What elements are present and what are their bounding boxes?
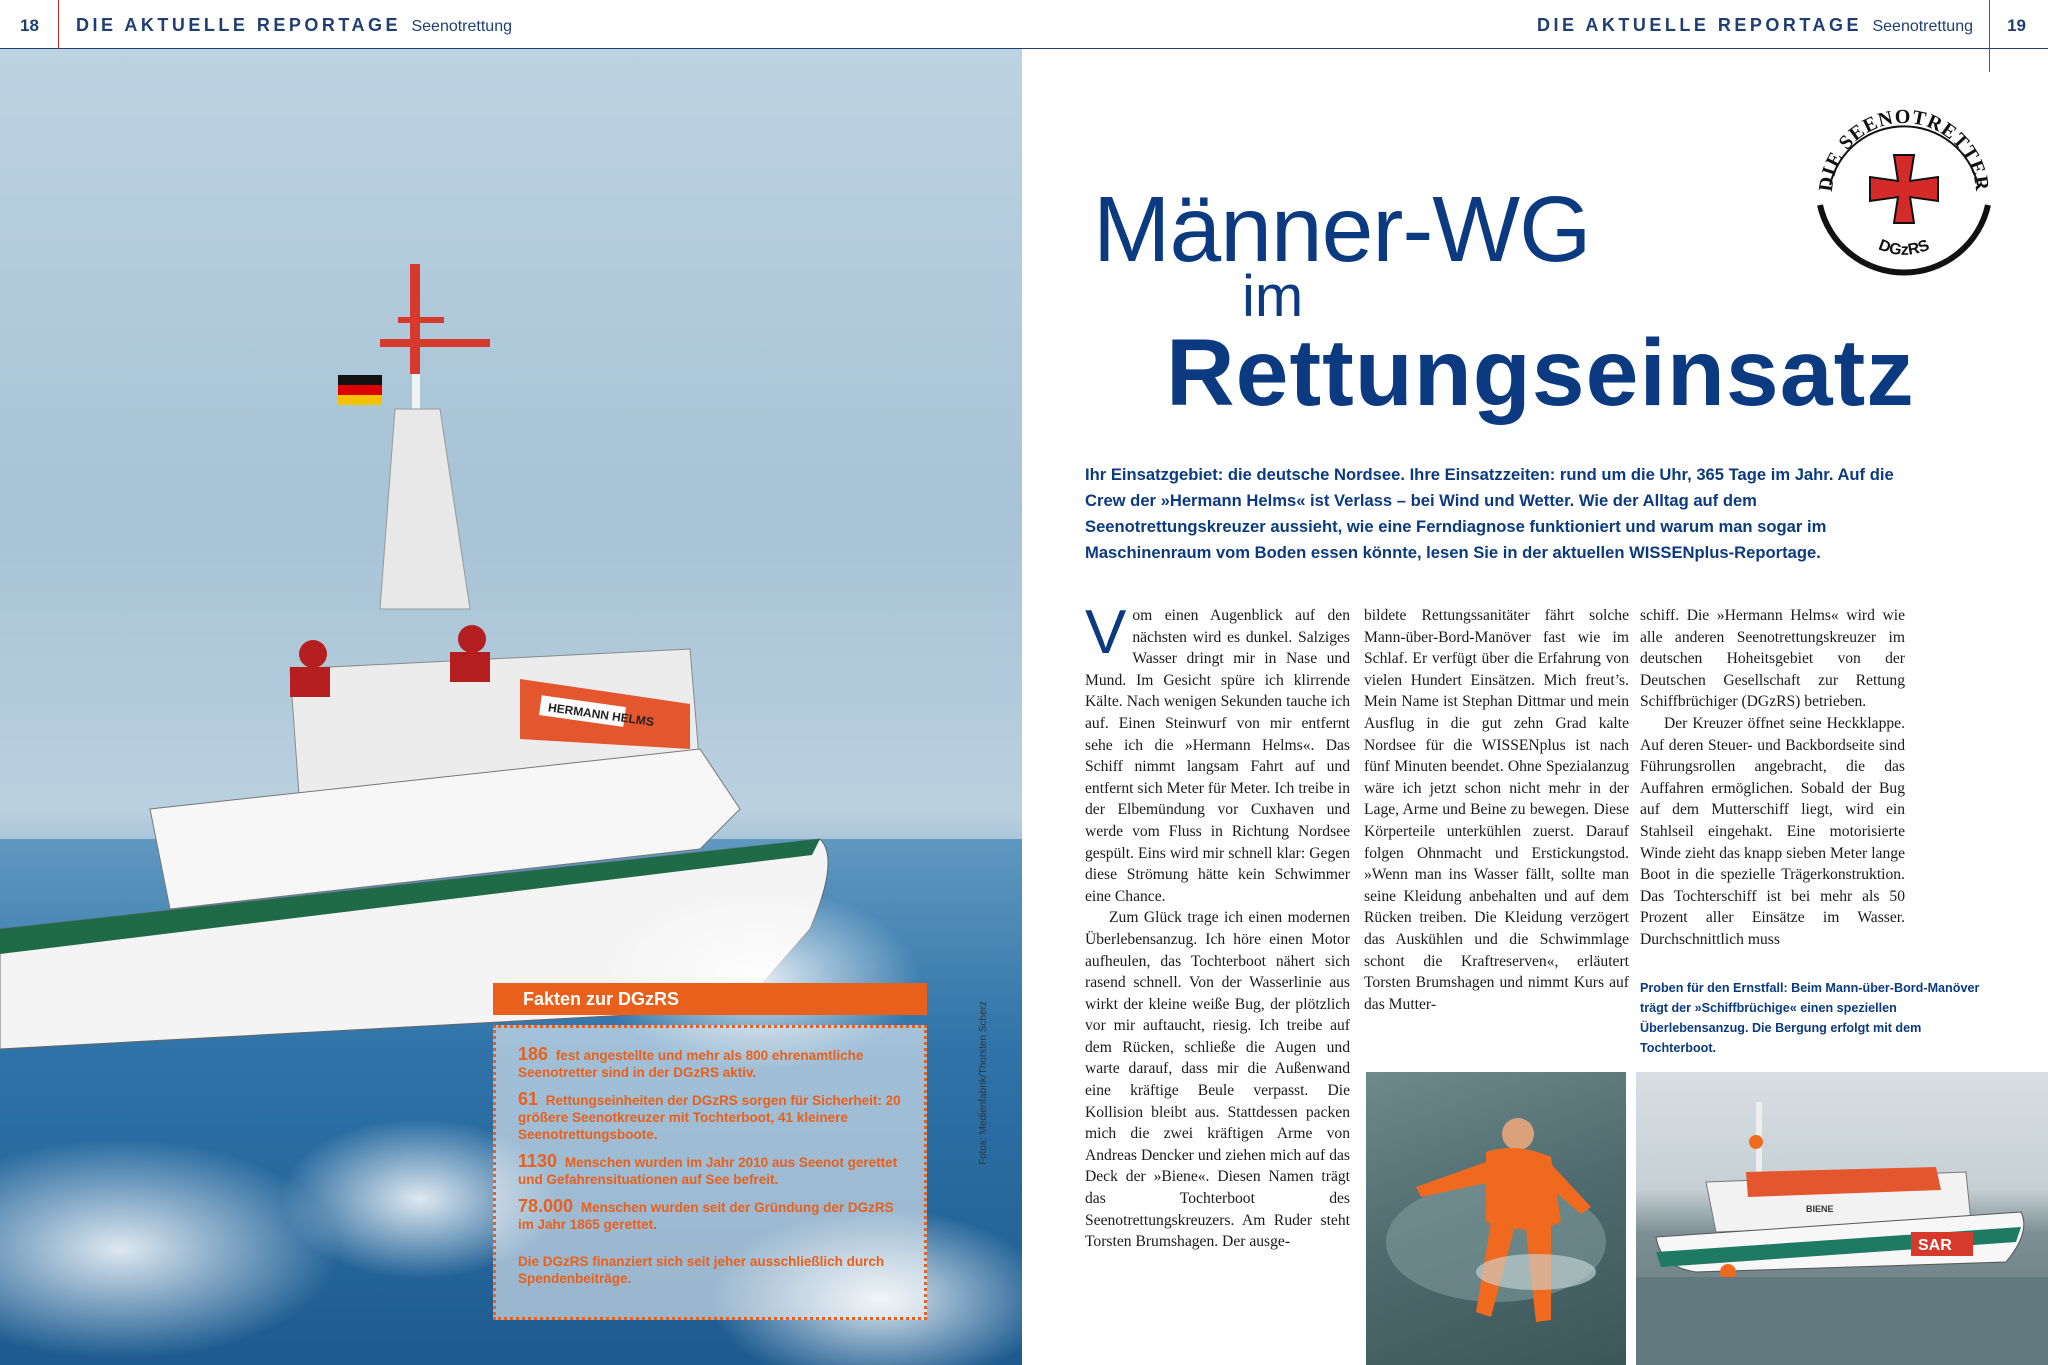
section-topic-right: Seenotrettung (1872, 18, 1973, 35)
logo-bottom-text: DGzRS (1876, 236, 1932, 260)
article-paragraph: schiff. Die »Hermann Helms« wird wie alle anderen Seenotrettungskreuzer im deutschen Hoheitsgebiet von der Deutschen Gesellschaft zur Rettung Schiffbrüchiger (DGzRS) betrieben. (1640, 607, 1905, 711)
fact-number: 1130 (518, 1151, 558, 1171)
running-header (0, 0, 2048, 49)
article-paragraph: om einen Augenblick auf den nächsten wird es dunkel. Salziges Wasser dringt mir in Nase und Mund. Im Gesicht spüre ich klirrende Kälte. Nach wenigen Sekunden tauche ich auf. Einen Steinwurf von mir entfernt sehe ich die »Hermann Helms«. Das Schiff nimmt langsam Fahrt auf und entfernt sich Meter für Meter. Ich treibe in der Elbemündung vor Cuxhaven und werde vom Fluss in Richtung Nordsee gespült. Eins wird mir schnell klar: Gegen diese Strömung hätte kein Schwimmer eine Chance. (1085, 607, 1350, 905)
article-paragraph: bildete Rettungssanitäter fährt solche Mann-über-Bord-Manöver fast wie im Schlaf. Er verfügt über die Erfahrung von vielen Hundert Einsätzen. Mich freut’s. Mein Name ist Stephan Dittmar und mein Ausflug in die gut zehn Grad kalte Nordsee für die WISSENplus ist nach fünf Minuten beendet. Ohne Spezialanzug wäre ich jetzt schon nicht mehr in der Lage, Arme und Beine zu bewegen. Diese Körperteile unterkühlen zuerst. Darauf folgen Ohnmacht und Erstickungstod. »Wenn man ins Wasser fällt, sollte man seine Kleidung anbehalten und auf dem Rücken treiben. Die Kleidung verzögert das Auskühlen und die Schwimmlage schont die Kraftreserven«, erläutert Torsten Brumshagen und nimmt Kurs auf das Mutter- (1364, 607, 1629, 1013)
boat-name-label: BIENE (1806, 1204, 1834, 1214)
header-divider-right (1989, 0, 1990, 72)
ship-name-label: HERMANN HELMS (547, 700, 655, 730)
daughter-boat-photo (1636, 1072, 2048, 1365)
boat-illustration (1636, 1072, 2048, 1365)
fact-text: Rettungseinheiten der DGzRS sorgen für Sicherheit: 20 größere Seenotkreuzer mit Tochterboot, 41 kleinere Seenotrettungsboote. (518, 1093, 901, 1142)
article-column-3 (1640, 605, 1905, 951)
facts-heading: Fakten zur DGzRS (493, 983, 927, 1015)
fact-item (518, 1091, 906, 1143)
article-column-2 (1364, 605, 1629, 1015)
hull-sar-label: SAR (1918, 1237, 1952, 1254)
swimmer-photo (1366, 1072, 1626, 1365)
article-column-1 (1085, 598, 1350, 1253)
fact-text: Menschen wurden im Jahr 2010 aus Seenot gerettet und Gefahrensituationen auf See befreit. (518, 1155, 898, 1187)
lead-paragraph: Ihr Einsatzgebiet: die deutsche Nordsee. Ihre Einsatzzeiten: rund um die Uhr, 365 Tage im Jahr. Auf die Crew der »Hermann Helms« ist Verlass – bei Wind und Wetter. Wie der Alltag auf dem Seenotrettungskreuzer aussieht, wie eine Ferndiagnose funktioniert und warum man sogar im Maschinenraum vom Boden essen könnte, lesen Sie in der aktuellen WISSENplus-Reportage. (1085, 465, 1894, 562)
fact-text: Menschen wurden seit der Gründung der DGzRS im Jahr 1865 gerettet. (518, 1200, 894, 1232)
logo-top-text: DIE SEENOTRETTER (1814, 105, 1994, 193)
section-kicker-left: DIE AKTUELLE REPORTAGE (76, 15, 402, 35)
photo-caption: Proben für den Ernstfall: Beim Mann-über-Bord-Manöver trägt der »Schiffbrüchige« einen speziellen Überlebensanzug. Die Bergung erfolgt mit dem Tochterboot. (1640, 981, 1980, 1055)
fact-text: fest angestellte und mehr als 800 ehrenamtliche Seenotretter sind in der DGzRS aktiv. (518, 1048, 864, 1080)
article-paragraph: Zum Glück trage ich einen modernen Überlebensanzug. Ich höre einen Motor aufheulen, das Tochterboot nähert sich rasend schnell. Von der Wasserlinie aus wirkt der kleine weiße Bug, der plötzlich vor mir auftaucht, riesig. Ich treibe auf dem Rücken, schließe die Augen und warte darauf, dass mir die Außenwand eine kräftige Beule verpasst. Die Kollision bleibt aus. Stattdessen packen mich die zwei kräftigen Arme von Andreas Dencker und ziehen mich auf das Deck der »Biene«. Diesen Namen trägt das Tochterboot des Seenotrettungskreuzers. Am Ruder steht Torsten Brumshagen. Der ausge- (1085, 909, 1350, 1251)
facts-box (493, 1025, 927, 1320)
drop-cap: V (1085, 598, 1127, 667)
article-paragraph: Der Kreuzer öffnet seine Heckklappe. Auf deren Steuer- und Backbordseite sind Führungsrollen angebracht, die das Auffahren ermöglichen. Sobald der Bug auf dem Mutterschiff liegt, wird ein Stahlseil eingehakt. Eine motorisierte Winde zieht das knapp sieben Meter lange Boot in die spezielle Trägerkonstruktion. Das Tochterschiff ist bei mehr als 50 Prozent aller Einsätze im Wasser. Durchschnittlich muss (1640, 714, 1905, 948)
title-line-1: Männer-WG (1093, 177, 1591, 281)
page-number-left: 18 (20, 16, 39, 35)
running-title-left (76, 15, 512, 36)
photo-credit: Fotos: Medienfabrik/Thorsten Scherz (978, 1001, 989, 1165)
fact-item (518, 1198, 906, 1233)
fact-number: 186 (518, 1044, 549, 1064)
dgzrs-logo (1810, 101, 1998, 289)
section-topic-left: Seenotrettung (411, 18, 512, 35)
title-line-3: Rettungseinsatz (1166, 320, 1915, 426)
page-number-right: 19 (2007, 16, 2026, 35)
running-title-right (1537, 15, 1973, 36)
facts-note: Die DGzRS finanziert sich seit jeher ausschließlich durch Spendenbeiträge. (518, 1254, 885, 1286)
section-kicker-right: DIE AKTUELLE REPORTAGE (1537, 15, 1863, 35)
swimmer-illustration (1366, 1072, 1626, 1365)
fact-item (518, 1046, 906, 1081)
title-line-2: im (1242, 264, 1304, 329)
fact-item (518, 1153, 906, 1188)
fact-number: 61 (518, 1089, 539, 1109)
fact-number: 78.000 (518, 1196, 574, 1216)
